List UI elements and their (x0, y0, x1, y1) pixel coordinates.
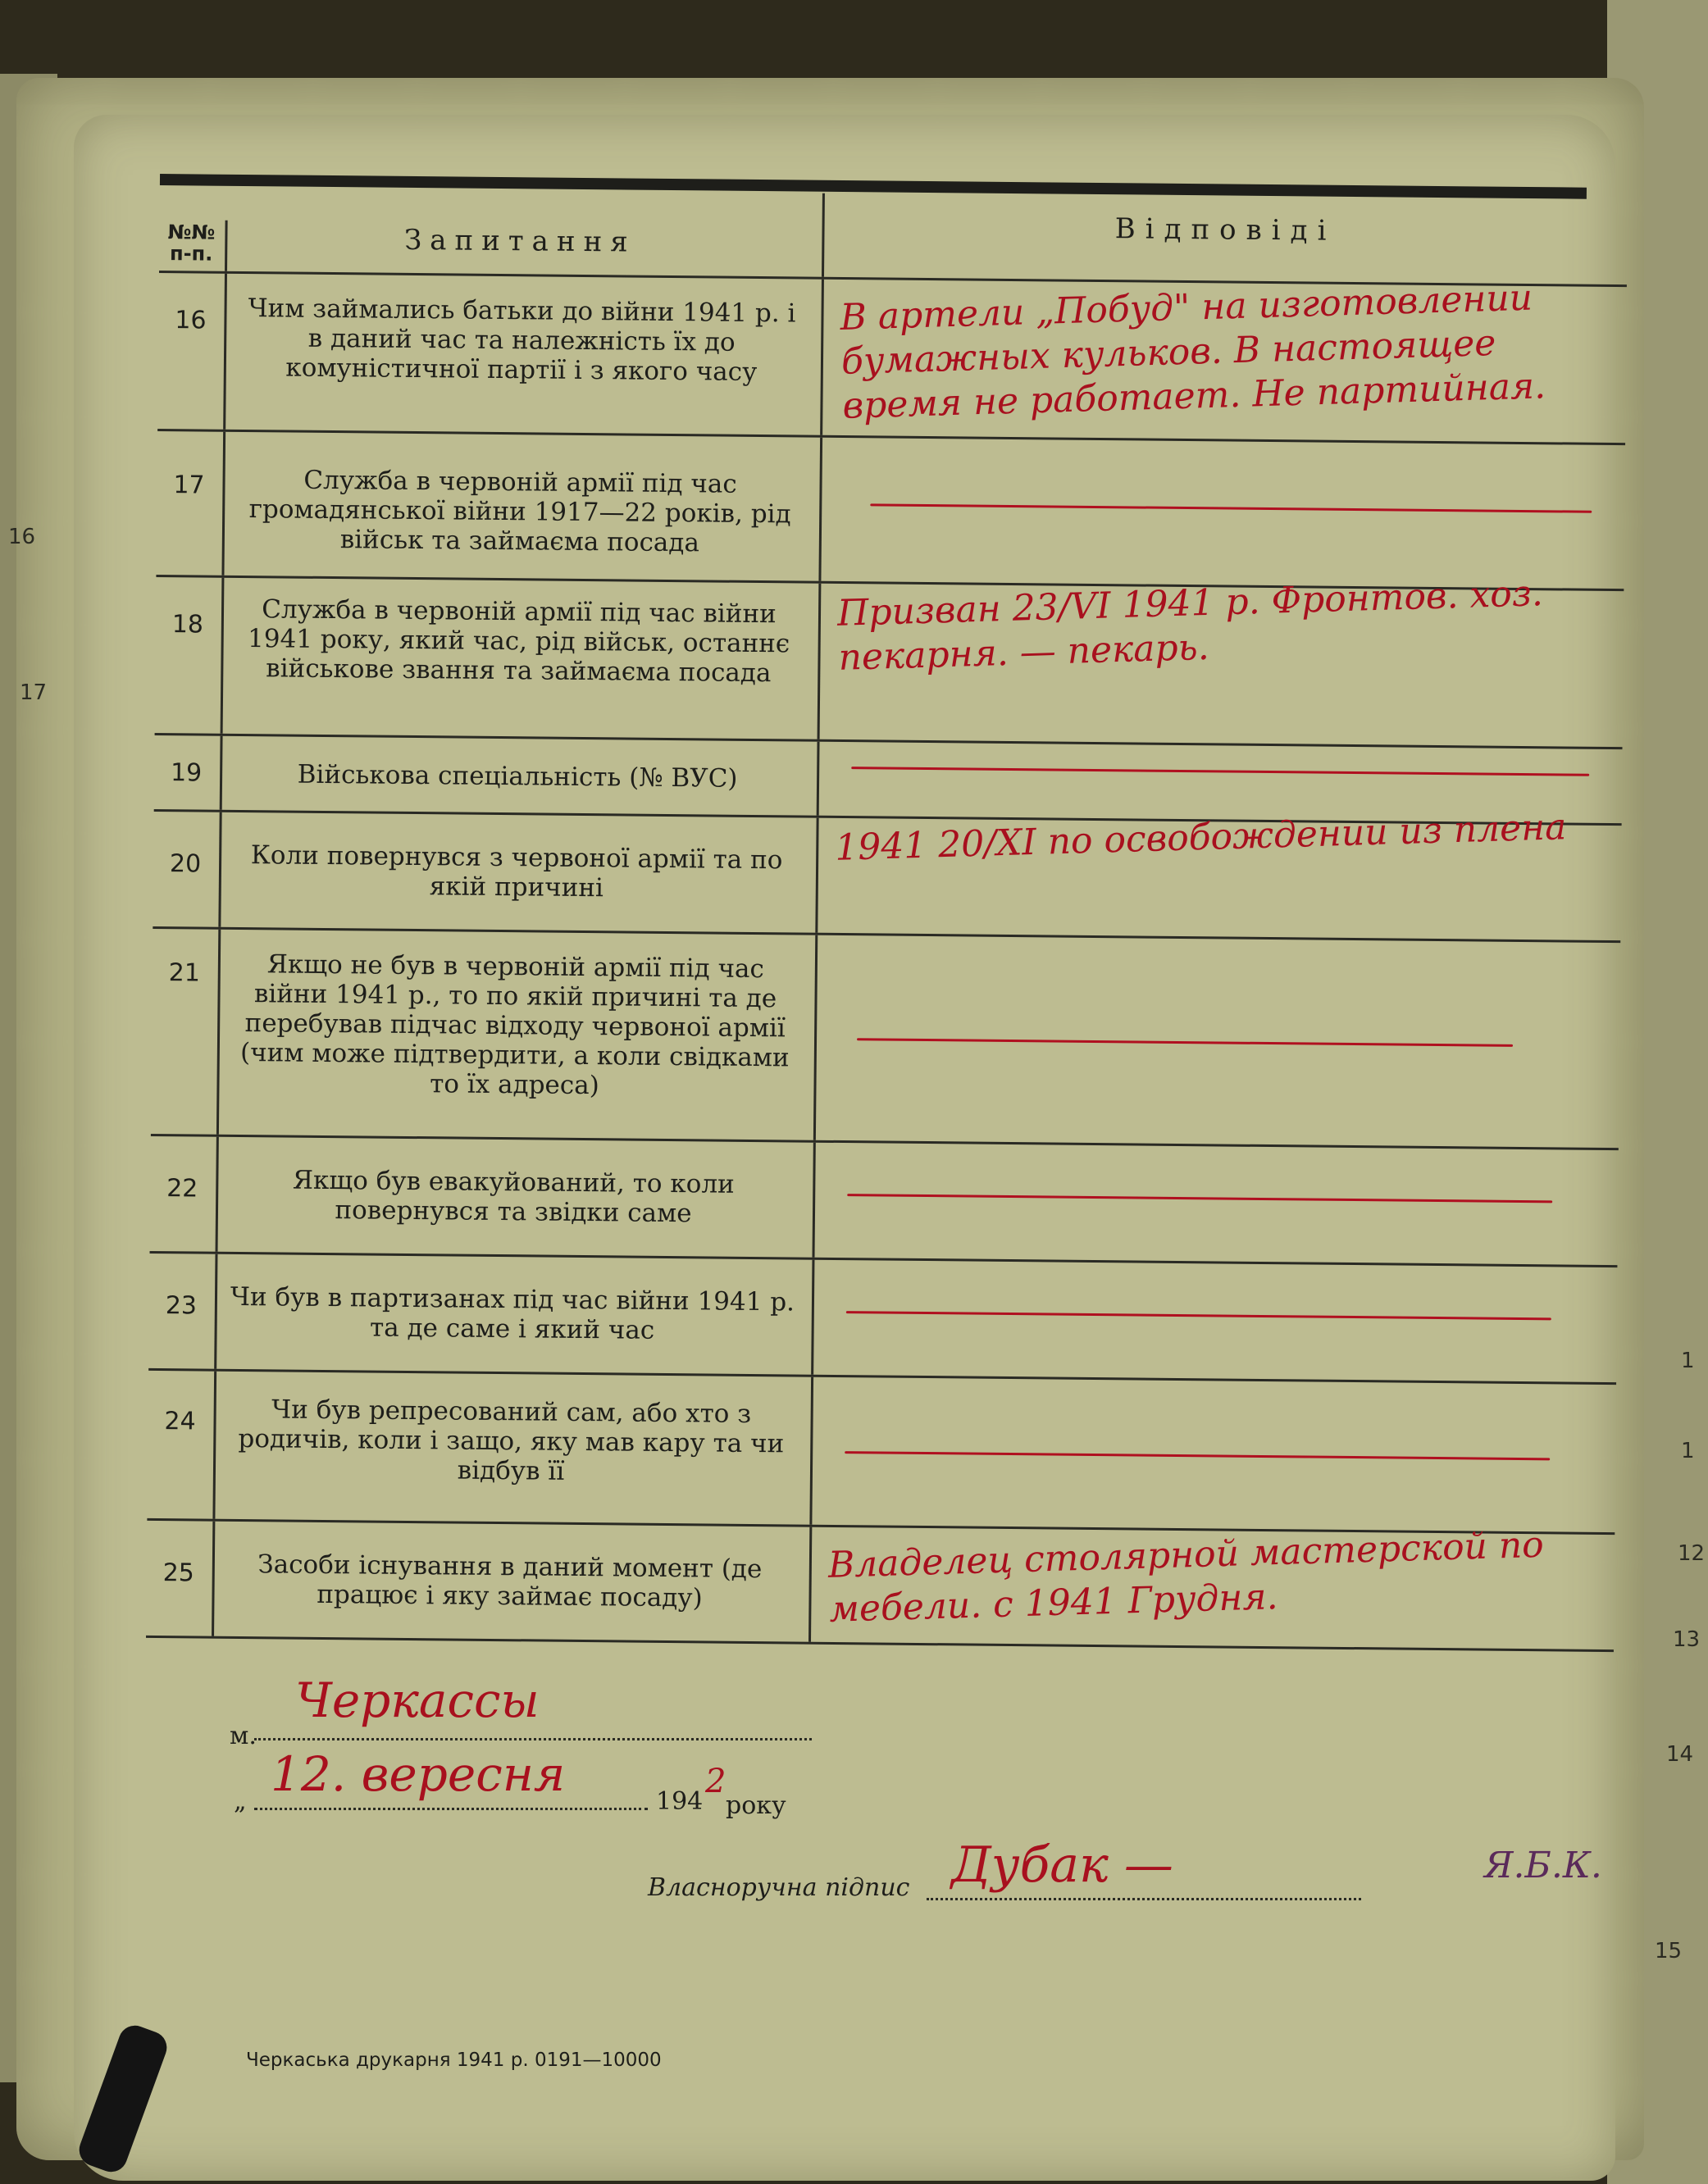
side-number-right: 1 (1681, 1439, 1695, 1463)
row-question: Чим займались батьки до війни 1941 р. і в даний час та належність їх до комуністичної партії і з якого часу (248, 293, 796, 388)
table-header (159, 187, 1628, 287)
date-prefix: „ (234, 1787, 247, 1816)
answer-dash (857, 1038, 1513, 1047)
row-number: 22 (166, 1174, 198, 1203)
header-number: №№ п-п. (167, 221, 216, 266)
table-row (153, 806, 1621, 943)
answer-dash (846, 1311, 1551, 1320)
row-answer: В артели „Побуд" на изготовлении бумажных кульков. В настоящее время не работает. Не партийная. (839, 276, 1546, 427)
questionnaire-table (146, 187, 1628, 1652)
row-number: 19 (170, 758, 203, 788)
year-word: року (726, 1791, 786, 1820)
signature-label: Власноручна підпис (648, 1873, 910, 1902)
table-row (147, 1371, 1616, 1535)
initials: Я.Б.К. (1484, 1845, 1602, 1886)
row-number: 18 (171, 610, 204, 639)
row-number: 24 (164, 1407, 196, 1436)
header-questions: Запитання (403, 223, 636, 259)
table-row (146, 1521, 1615, 1652)
side-number-right: 12 (1678, 1541, 1706, 1566)
row-number: 23 (165, 1291, 198, 1321)
header-answers: Відповіді (1114, 212, 1337, 248)
answer-dash (847, 1194, 1552, 1203)
table-row (155, 572, 1624, 749)
row-question: Військова спеціальність (№ ВУС) (297, 759, 738, 794)
table-row (157, 273, 1627, 445)
city-line (254, 1738, 812, 1740)
year-suffix: 2 (705, 1763, 726, 1800)
table-row (148, 1254, 1617, 1385)
row-question: Коли повернувся з червоної армії та по якій причині (250, 840, 783, 903)
row-question: Якщо був евакуйований, то коли повернувся та звідки саме (292, 1165, 735, 1229)
row-question: Чи був в партизанах під час війни 1941 р. та де саме і який час (230, 1281, 795, 1345)
table-row (150, 1136, 1619, 1267)
answer-dash (845, 1451, 1550, 1460)
date-line (254, 1808, 648, 1810)
side-number-left: 16 (8, 525, 36, 549)
signature-line (927, 1898, 1361, 1900)
row-question: Засоби існування в даний момент (де працює і яку займає посаду) (257, 1549, 763, 1613)
row-answer: 1941 20/XI по освобождении из плена (834, 806, 1568, 869)
row-question: Чи був репресований сам, або хто з родичів, коли і защо, яку мав кару та чи відбув її (238, 1395, 785, 1486)
side-number-right: 1 (1681, 1349, 1695, 1373)
row-question: Якщо не був в червоній армії під час війни 1941 р., то по якій причині та де перебував підчас відходу червоної армії (чим може підтвердити, а коли свідками то їх адреса) (239, 949, 790, 1101)
table-row (151, 929, 1620, 1150)
city-prefix: м. (230, 1722, 257, 1750)
row-number: 17 (173, 471, 205, 500)
printer-line: Черкаська друкарня 1941 р. 0191—10000 (246, 2050, 662, 2071)
year-prefix: 194 (656, 1787, 704, 1816)
side-number-right: 15 (1655, 1939, 1683, 1963)
side-number-right: 13 (1673, 1627, 1701, 1652)
city-value: Черкассы (295, 1672, 540, 1728)
row-answer: Призван 23/VI 1941 р. Фронтов. хоз. пекарня. — пекарь. (836, 572, 1544, 679)
row-number: 16 (175, 306, 207, 335)
side-number-right: 14 (1666, 1742, 1694, 1767)
row-question: Служба в червоній армії під час громадянської війни 1917—22 років, рід військ та займаєма посада (248, 465, 791, 558)
answer-dash (870, 503, 1592, 512)
signature-value: Дубак — (951, 1836, 1173, 1894)
row-number: 21 (168, 958, 201, 988)
row-number: 20 (169, 849, 202, 879)
date-value: 12. вересня (271, 1746, 566, 1802)
table-row (156, 431, 1625, 591)
row-question: Служба в червоній армії під час війни 1941 року, який час, рід військ, останнє військове звання та займаєма посада (247, 594, 790, 689)
row-number: 25 (162, 1558, 195, 1588)
answer-dash (851, 767, 1589, 776)
row-answer: Владелец столярной мастерской по мебели. с 1941 Грудня. (827, 1523, 1545, 1631)
side-number-left: 17 (20, 680, 48, 705)
